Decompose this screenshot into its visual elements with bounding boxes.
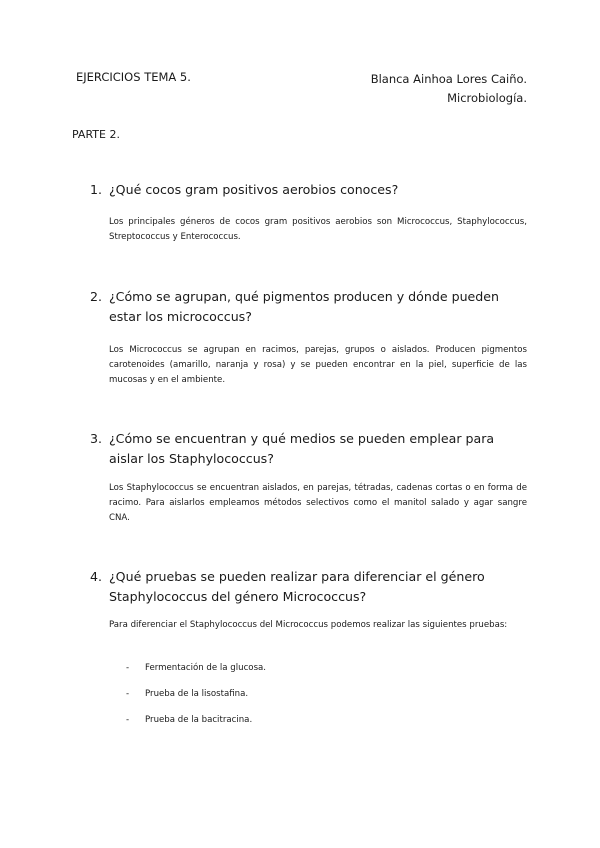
author-block	[371, 70, 527, 108]
list-marker: -	[126, 663, 130, 673]
question-text: ¿Cómo se encuentran y qué medios se pueden emplear para aislar los Staphylococcus?	[109, 431, 495, 466]
question-3	[90, 429, 530, 468]
answer-3: Los Staphylococcus se encuentran aislados, en parejas, tétradas, cadenas cortas o en forma de racimo. Para aislarlos empleamos métodos selectivos como el manitol salado y agar sangre CNA.	[109, 483, 527, 523]
subject-name: Microbiología.	[447, 91, 527, 105]
list-item	[126, 663, 266, 673]
list-item-text: Prueba de la bacitracina.	[145, 715, 253, 725]
list-marker: -	[126, 689, 130, 699]
document-title: EJERCICIOS TEMA 5.	[76, 70, 191, 84]
question-number: 4.	[90, 569, 103, 584]
answer-4: Para diferenciar el Staphylococcus del Micrococcus podemos realizar las siguientes pruebas:	[109, 620, 508, 630]
section-heading: PARTE 2.	[72, 128, 120, 141]
answer-1: Los principales géneros de cocos gram positivos aerobios son Micrococcus, Staphylococcus, Streptococcus y Enterococcus.	[109, 217, 527, 242]
list-item	[126, 715, 252, 725]
question-text: ¿Cómo se agrupan, qué pigmentos producen y dónde pueden estar los micrococcus?	[109, 289, 500, 324]
question-number: 3.	[90, 431, 103, 446]
list-marker: -	[126, 715, 130, 725]
question-text: ¿Qué cocos gram positivos aerobios conoces?	[109, 182, 399, 197]
answer-2: Los Micrococcus se agrupan en racimos, parejas, grupos o aislados. Producen pigmentos carotenoides (amarillo, naranja y rosa) y se pueden encontrar en la piel, superficie de las mucosas y en el ambiente.	[109, 345, 527, 385]
question-number: 2.	[90, 289, 103, 304]
list-item-text: Fermentación de la glucosa.	[145, 663, 267, 673]
question-2	[90, 287, 530, 326]
question-text: ¿Qué pruebas se pueden realizar para diferenciar el género Staphylococcus del género Micrococcus?	[109, 569, 485, 604]
list-item-text: Prueba de la lisostafina.	[145, 689, 249, 699]
question-1	[90, 180, 530, 200]
author-name: Blanca Ainhoa Lores Caiño.	[370, 72, 527, 86]
list-item	[126, 689, 248, 699]
question-number: 1.	[90, 182, 103, 197]
question-4	[90, 567, 530, 606]
